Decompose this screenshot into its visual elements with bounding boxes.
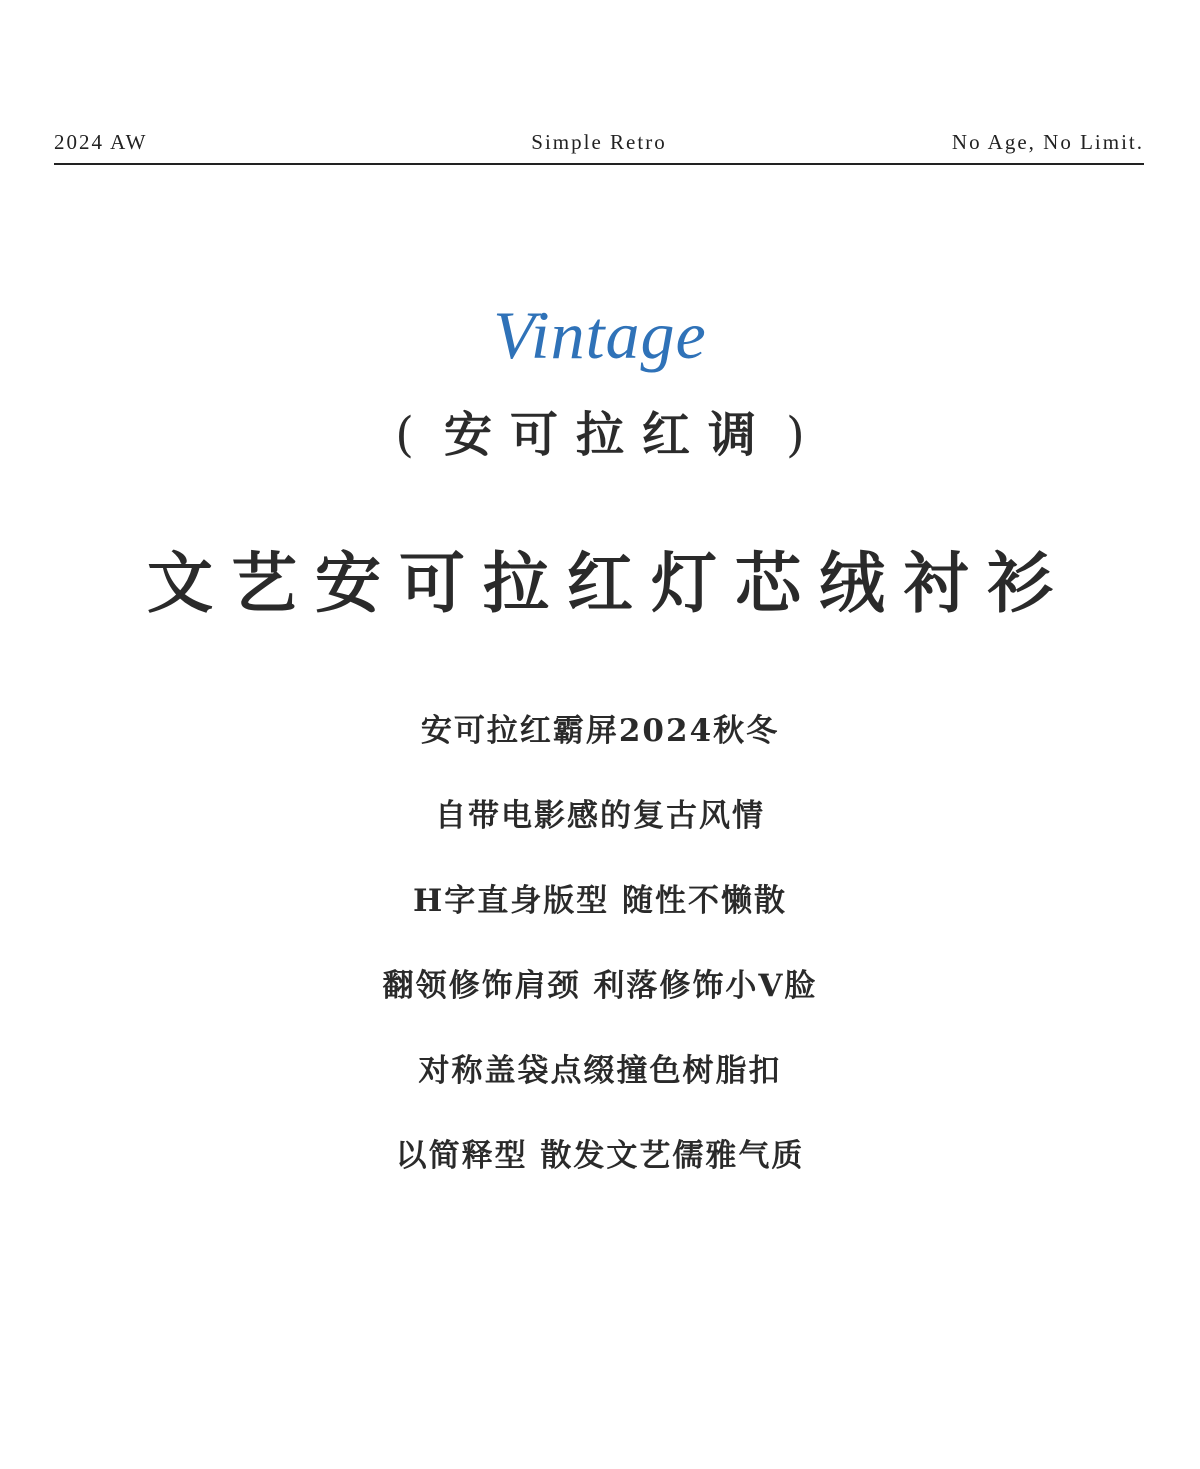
feature-item: 对称盖袋点缀撞色树脂扣 <box>418 1053 782 1089</box>
feature-item: 翻领修饰肩颈 利落修饰小V脸 <box>382 968 818 1004</box>
feature-item: 安可拉红霸屏2024秋冬 <box>420 713 780 749</box>
feature-item: 以简释型 散发文艺儒雅气质 <box>395 1138 805 1174</box>
color-subtitle <box>0 396 1200 465</box>
feature-list <box>0 705 1200 1215</box>
product-title: 文艺安可拉红灯芯绒衬衫 <box>147 544 1071 622</box>
collection-label: Simple Retro <box>531 130 667 154</box>
script-heading: Vintage <box>493 297 707 373</box>
subtitle-open-paren: ( <box>395 407 414 463</box>
slogan-label: No Age, No Limit. <box>951 130 1144 154</box>
subtitle-close-paren: ) <box>786 407 805 463</box>
feature-item: H字直身版型 随性不懒散 <box>412 883 788 919</box>
header-divider <box>54 163 1144 165</box>
feature-item: 自带电影感的复古风情 <box>435 798 765 834</box>
header-bar <box>54 130 1144 158</box>
subtitle-text: 安可拉红调 <box>443 407 774 463</box>
season-label: 2024 AW <box>54 130 148 154</box>
